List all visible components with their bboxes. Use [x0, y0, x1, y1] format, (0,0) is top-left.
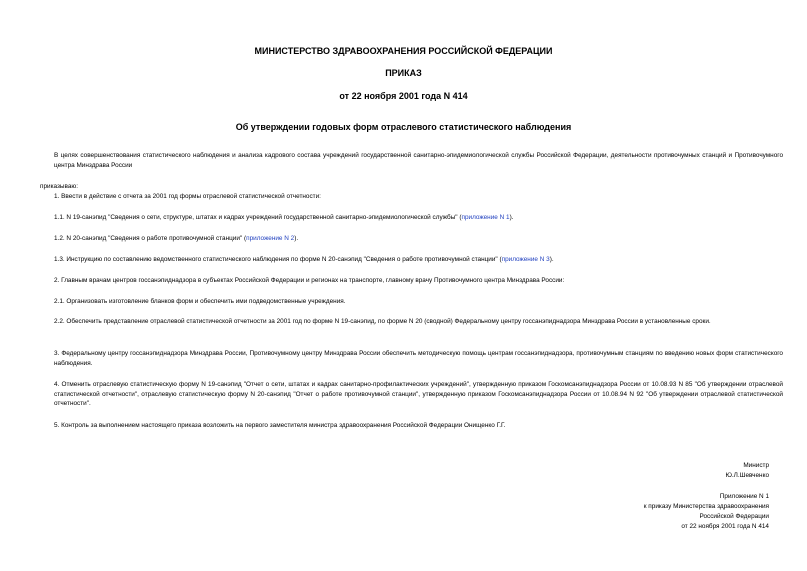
item-1-2-text: 1.2. N 20-санэпид "Сведения о работе противочумной станции" ( — [54, 235, 247, 242]
doc-type-heading: ПРИКАЗ — [385, 68, 422, 78]
item-2-2: 2.2. Обеспечить представление отраслевой статистической отчетности за 2001 год по форме N 19-санэпид, по форме N 20 (сводной) Федеральному центру госсанэпиднадзора Минздрава России в установленные сроки. — [54, 318, 711, 325]
item-3: 3. Федеральному центру госсанэпиднадзора Минздрава России, Противочумному центру Минздрава России обеспечить методическую помощь центрам госсанэпиднадзора, противочумным станциям по введению новых форм статистического наблюдения. — [54, 350, 783, 367]
item-1-2-end: ). — [294, 235, 299, 242]
item-1-2 — [40, 234, 783, 244]
appendix-1-link[interactable]: приложение N 1 — [461, 214, 510, 221]
item-1-3-end: ). — [549, 256, 554, 263]
item-1-1 — [40, 213, 783, 223]
intro-paragraph: В целях совершенствования статистического наблюдения и анализа кадрового состава учреждений государственной санитарно-эпидемиологической службы Российской Федерации, деятельности противочумных станций и Противочумного центра Минздрава России — [54, 152, 783, 169]
appendix-line-1: Приложение N 1 — [719, 493, 769, 500]
appendix-line-4: от 22 ноября 2001 года N 414 — [681, 523, 769, 530]
item-5: 5. Контроль за выполнением настоящего приказа возложить на первого заместителя министра здравоохранения Российской Федерации Онищенко Г.Г. — [54, 422, 506, 429]
date-number-heading: от 22 ноября 2001 года N 414 — [339, 91, 468, 101]
appendix-line-2: к приказу Министерства здравоохранения — [643, 503, 769, 510]
appendix-2-link[interactable]: приложение N 2 — [246, 235, 295, 242]
ministry-heading: МИНИСТЕРСТВО ЗДРАВООХРАНЕНИЯ РОССИЙСКОЙ ФЕДЕРАЦИИ — [254, 46, 553, 56]
appendix-3-link[interactable]: приложение N 3 — [501, 256, 550, 263]
signature-position: Министр — [743, 462, 769, 469]
item-4: 4. Отменить отраслевую статистическую форму N 19-санэпид "Отчет о сети, штатах и кадрах санитарно-профилактических учреждений", утвержденную приказом Госкомсанэпиднадзора России от 10.08.93 N 85 "Об утверждении отраслевой статистической отчетности", отраслевую статистическую форму N 20-санэпид "Отчет о работе противочумной станции", утвержденную приказом Госкомсанэпиднадзора России от 10.08.94 N 92 "Об утверждении отраслевой статистической отчетности". — [54, 381, 783, 407]
item-1-1-end: ). — [509, 214, 514, 221]
item-1: 1. Ввести в действие с отчета за 2001 год формы отраслевой статистической отчетности: — [54, 193, 321, 200]
item-1-1-text: 1.1. N 19-санэпид "Сведения о сети, структуре, штатах и кадрах учреждений государственной санитарно-эпидемиологической службы" ( — [54, 214, 462, 221]
item-1-3-text: 1.3. Инструкцию по составлению ведомственного статистического наблюдения по форме N 20-санэпид "Сведения о работе противочумной станции" ( — [54, 256, 502, 263]
item-2: 2. Главным врачам центров госсанэпиднадзора в субъектах Российской Федерации и регионах на транспорте, главному врачу Противочумного центра Минздрава России: — [54, 277, 565, 284]
appendix-line-3: Российской Федерации — [699, 513, 769, 520]
order-word: приказываю: — [40, 183, 78, 190]
document-title: Об утверждении годовых форм отраслевого статистического наблюдения — [235, 122, 572, 132]
signature-name: Ю.Л.Шевченко — [725, 472, 769, 479]
item-2-1: 2.1. Организовать изготовление бланков форм и обеспечить ими подведомственные учреждения. — [54, 298, 346, 305]
item-1-3 — [40, 255, 783, 265]
